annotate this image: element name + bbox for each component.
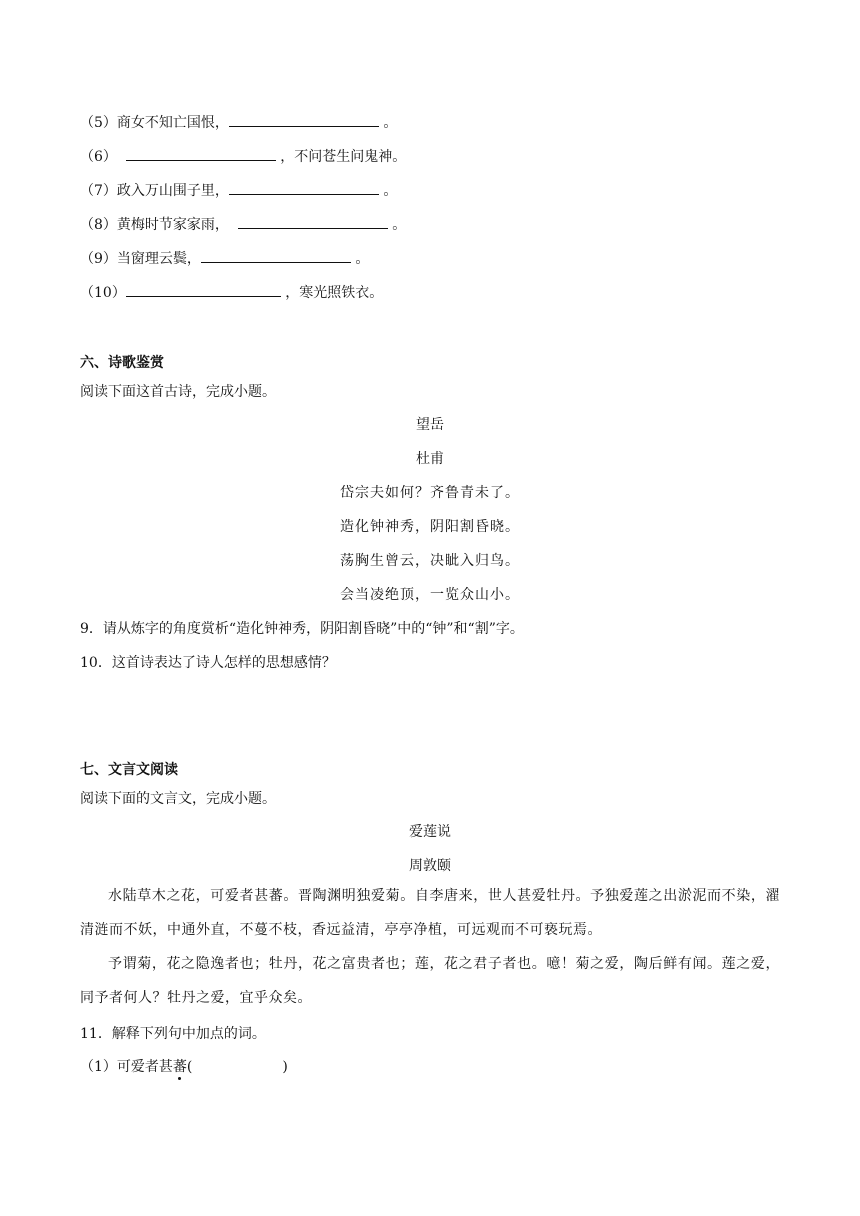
essay-paragraph: 水陆草木之花，可爱者甚蕃。晋陶渊明独爱菊。自李唐来，世人甚爱牡丹。予独爱莲之出淤泥而不染，濯清涟而不妖，中通外直，不蔓不枝，香远益清，亭亭净植，可远观而不可亵玩焉。 [80, 888, 780, 938]
paren-close: ) [282, 1059, 288, 1075]
essay-paragraph: 予谓菊，花之隐逸者也；牡丹，花之富贵者也；莲，花之君子者也。噫！菊之爱，陶后鲜有闻。莲之爱，同予者何人？牡丹之爱，宜乎众矣。 [80, 956, 780, 1006]
fill-item-prefix: （10） [80, 285, 126, 301]
fill-item-prefix: （5）商女不知亡国恨， [80, 115, 229, 131]
fill-item-suffix: ，不问苍生问鬼神。 [275, 149, 407, 165]
fill-item-5 [80, 112, 397, 133]
fill-item-6 [80, 146, 406, 167]
answer-blank[interactable] [229, 112, 379, 127]
section-heading: 六、诗歌鉴赏 [80, 355, 164, 371]
question-11: 11．解释下列句中加点的词。 [80, 1026, 266, 1042]
dotted-word: 蕃 [172, 1059, 187, 1075]
poem-line: 会当凌绝顶，一览众山小。 [340, 587, 520, 603]
section-intro: 阅读下面的文言文，完成小题。 [80, 791, 276, 807]
section-intro: 阅读下面这首古诗，完成小题。 [80, 384, 276, 400]
section-heading: 七、文言文阅读 [80, 762, 178, 778]
poem-title: 望岳 [416, 417, 444, 433]
fill-item-8 [80, 214, 406, 235]
fill-item-prefix: （9）当窗理云鬓， [80, 251, 201, 267]
fill-item-prefix: （8）黄梅时节家家雨， [80, 217, 238, 233]
question-10: 10．这首诗表达了诗人怎样的思想感情？ [80, 655, 336, 671]
poem-line: 造化钟神秀，阴阳割昏晓。 [340, 519, 520, 535]
fill-item-suffix: 。 [350, 251, 370, 267]
item-text: （1）可爱者甚 [80, 1059, 173, 1075]
fill-item-7 [80, 180, 397, 201]
answer-blank[interactable] [229, 180, 379, 195]
answer-blank[interactable] [126, 282, 281, 297]
answer-blank[interactable] [201, 248, 351, 263]
poem-line: 荡胸生曾云，决眦入归鸟。 [340, 553, 520, 569]
fill-item-suffix: 。 [378, 115, 398, 131]
essay-author: 周敦颐 [409, 858, 451, 874]
fill-item-prefix: （6） [80, 149, 126, 165]
answer-blank[interactable] [126, 146, 276, 161]
fill-item-suffix: 。 [378, 183, 398, 199]
paren-open: ( [186, 1059, 193, 1075]
fill-item-10 [80, 282, 383, 303]
poem-author: 杜甫 [416, 451, 444, 467]
fill-item-suffix: ，寒光照铁衣。 [280, 285, 384, 301]
answer-blank[interactable] [238, 214, 388, 229]
fill-item-9 [80, 248, 369, 269]
fill-item-prefix: （7）政入万山围子里， [80, 183, 229, 199]
question-9: 9．请从炼字的角度赏析“造化钟神秀，阴阳割昏晓”中的“钟”和“割”字。 [80, 621, 524, 637]
question-11-item-1 [80, 1057, 288, 1077]
poem-line: 岱宗夫如何？齐鲁青未了。 [340, 485, 520, 501]
essay-title: 爱莲说 [409, 824, 451, 840]
fill-item-suffix: 。 [387, 217, 407, 233]
